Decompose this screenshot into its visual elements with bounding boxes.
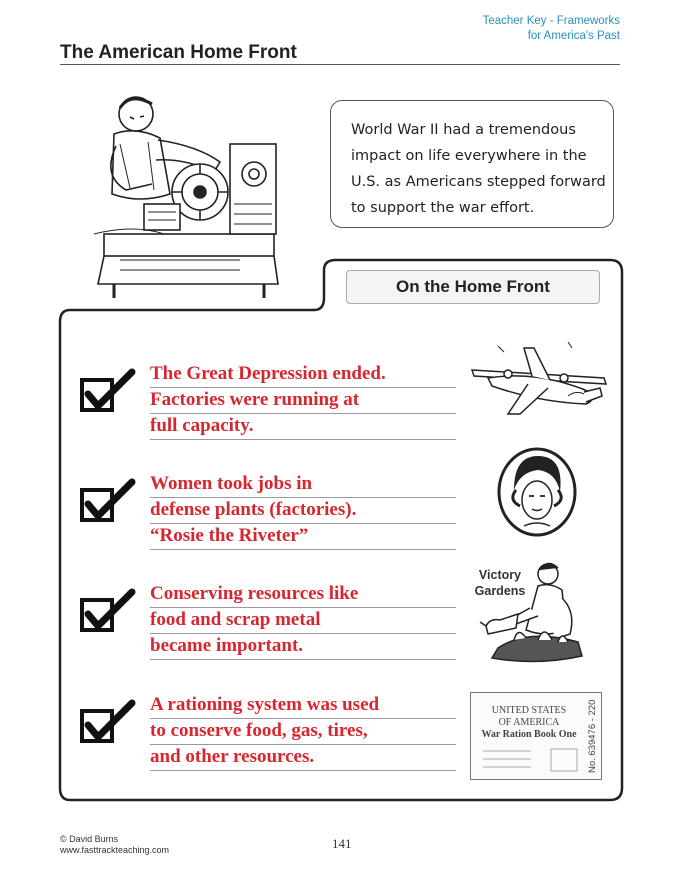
page-number: 141 <box>332 836 352 851</box>
answer-text <box>150 582 456 660</box>
answer-text <box>150 472 456 550</box>
ration-book-title: War Ration Book One <box>481 729 577 740</box>
intro-line: to support the war effort. <box>351 200 535 216</box>
woman-portrait-illustration <box>496 446 578 538</box>
teacher-key-line-2: for America's Past <box>527 30 620 42</box>
answer-line: A rationing system was used <box>150 693 456 719</box>
answer-line: full capacity. <box>150 414 456 440</box>
intro-line: U.S. as Americans stepped forward <box>351 174 606 190</box>
answer-text <box>150 362 456 440</box>
victory-garden-illustration <box>478 556 588 668</box>
answer-text <box>150 693 456 771</box>
website-link[interactable]: www.fasttrackteaching.com <box>60 845 170 855</box>
answer-line: Women took jobs in <box>150 472 456 498</box>
answer-line: to conserve food, gas, tires, <box>150 719 456 745</box>
answer-line: Conserving resources like <box>150 582 456 608</box>
checklist-item <box>80 472 460 552</box>
ration-book-form-lines <box>471 693 601 779</box>
home-front-heading: On the Home Front <box>346 270 600 304</box>
ration-book-number: No. 639476 - 220 <box>587 699 598 773</box>
answer-line: Factories were running at <box>150 388 456 414</box>
checklist-item <box>80 582 460 662</box>
checkbox-checked-icon <box>80 588 136 634</box>
footer-credit <box>60 834 169 856</box>
checkbox-checked-icon <box>80 478 136 524</box>
page-title: The American Home Front <box>60 42 297 63</box>
checklist-item <box>80 693 460 773</box>
checklist-item <box>80 362 460 442</box>
bomber-plane-illustration <box>468 340 610 418</box>
ration-book-country: UNITED STATES OF AMERICA <box>491 705 567 728</box>
intro-text-box <box>330 100 614 228</box>
title-divider <box>60 64 620 65</box>
answer-line: became important. <box>150 634 456 660</box>
answer-line: The Great Depression ended. <box>150 362 456 388</box>
victory-gardens-label: Victory Gardens <box>474 568 526 598</box>
checkbox-checked-icon <box>80 699 136 745</box>
intro-line: World War II had a tremendous <box>351 122 576 138</box>
copyright-text: © David Burns <box>60 834 119 844</box>
answer-line: defense plants (factories). <box>150 498 456 524</box>
answer-line: and other resources. <box>150 745 456 771</box>
intro-line: impact on life everywhere in the <box>351 148 587 164</box>
teacher-key-label <box>483 14 620 44</box>
checkbox-checked-icon <box>80 368 136 414</box>
teacher-key-line-1: Teacher Key - Frameworks <box>482 15 620 27</box>
answer-line: food and scrap metal <box>150 608 456 634</box>
answer-line: “Rosie the Riveter” <box>150 524 456 550</box>
war-ration-book-illustration <box>470 692 602 780</box>
